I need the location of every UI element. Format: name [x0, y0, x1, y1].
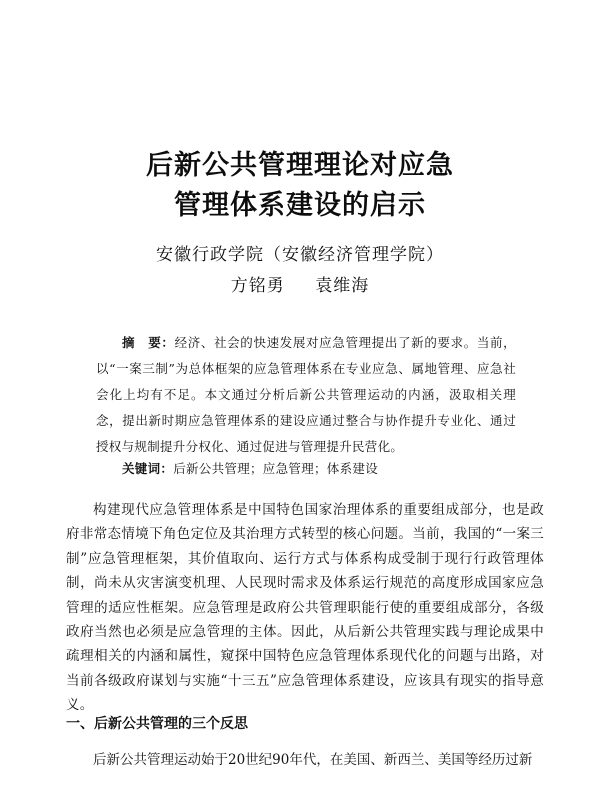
- abstract-label: 摘 要：: [122, 335, 175, 350]
- abstract-text: 经济、社会的快速发展对应急管理提出了新的要求。当前，以“一案三制”为总体框架的应急管理体系在专业应急、属地管理、应急社会化上均有不足。本文通过分析后新公共管理运动的内涵，汲取相关理念，提出新时期应急管理体系的建设应通过整合与协作提升专业化、通过授权与规制提升分权化、通过促进与管理提升民营化。: [96, 335, 516, 454]
- keywords: [122, 459, 378, 477]
- author-affiliation: 安徽行政学院（安徽经济管理学院）: [156, 245, 444, 265]
- author-list: [0, 271, 600, 296]
- body-paragraph-2-start: 后新公共管理运动始于20世纪90年代，在美国、新西兰、美国等经历过新: [93, 752, 533, 768]
- section-heading: 一、后新公共管理的三个反思: [66, 716, 248, 732]
- paper-title-line-1: 后新公共管理理论对应急: [146, 150, 454, 181]
- body-paragraph-1: 构建现代应急管理体系是中国特色国家治理体系的重要组成部分，也是政府非常态情境下角色定位及其治理方式转型的核心问题。当前，我国的“一案三制”应急管理框架，其价值取向、运行方式与体系构成受制于现行行政管理体制，尚未从灾害演变机理、人民现时需求及体系运行规范的高度形成国家应急管理的适应性框架。应急管理是政府公共管理职能行使的重要组成部分，各级政府当然也必须是应急管理的主体。因此，从后新公共管理实践与理论成果中疏理相关的内涵和属性，窥探中国特色应急管理体系现代化的问题与出路，对当前各级政府谋划与实施“十三五”应急管理体系建设，应该具有现实的指导意义。: [66, 502, 544, 714]
- author-name: 袁维海: [315, 276, 370, 296]
- abstract: [96, 330, 516, 460]
- author-name: 方铭勇: [230, 276, 285, 296]
- paper-title-line-2: 管理体系建设的启示: [174, 190, 426, 221]
- keywords-text: 后新公共管理；应急管理；体系建设: [173, 461, 379, 476]
- keywords-label: 关键词：: [122, 461, 174, 476]
